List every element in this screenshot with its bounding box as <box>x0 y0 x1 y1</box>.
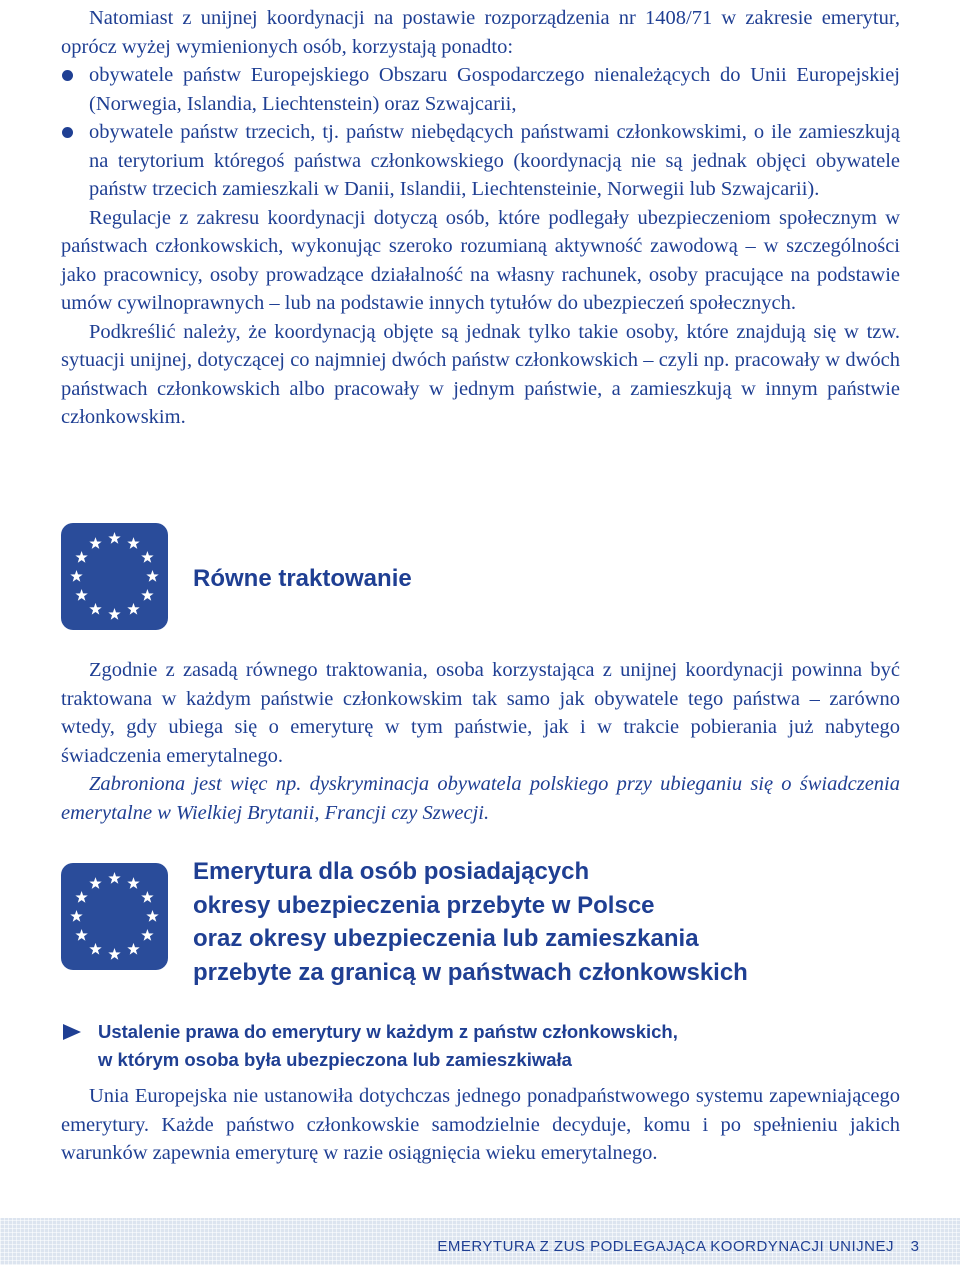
star-icon <box>127 603 139 615</box>
star-icon <box>75 929 87 941</box>
star-icon <box>89 877 101 889</box>
star-icon <box>141 589 153 601</box>
eu-flag-icon <box>61 523 168 630</box>
star-icon <box>75 589 87 601</box>
star-icon <box>127 877 139 889</box>
star-icon <box>70 910 82 922</box>
list-item: obywatele państw trzecich, tj. państw niebędących państwami członkowskimi, o ile zamieszkują na terytorium któregoś państwa członkowskiego (koordynacją nie są jednak objęci obywatele państw trzecich zamieszkali w Danii, Islandii, Liechtensteinie, Norwegii lub Szwajcarii). <box>61 118 900 204</box>
intro-section <box>61 4 900 432</box>
subheading-line: Ustalenie prawa do emerytury w każdym z państw członkowskich, <box>98 1021 678 1042</box>
star-icon <box>141 891 153 903</box>
star-icon <box>108 532 120 544</box>
list-item: obywatele państw Europejskiego Obszaru Gospodarczego nienależących do Unii Europejskiej (Norwegia, Islandia, Liechtenstein) oraz Szwajcarii, <box>61 61 900 118</box>
page-footer <box>0 1218 960 1265</box>
star-icon <box>141 551 153 563</box>
star-icon <box>75 891 87 903</box>
star-icon <box>127 943 139 955</box>
subheading-line: w którym osoba była ubezpieczona lub zamieszkiwała <box>98 1049 572 1070</box>
body-paragraph: Regulacje z zakresu koordynacji dotyczą osób, które podlegały ubezpieczeniom społecznym w państwach członkowskich, wykonując szeroko rozumianą aktywność zawodową – w szczególności jako pracownicy, osoby prowadzące działalność na własny rachunek, osoby pracujące na podstawie umów cywilnoprawnych – lub na podstawie innych tytułów do ubezpieczeń społecznych. <box>61 206 900 314</box>
body-paragraph: Unia Europejska nie ustanowiła dotychczas jednego ponadpaństwowego systemu zapewniającego emerytury. Każde państwo członkowskie samodzielnie decyduje, komu i po spełnieniu jakich warunków zapewnia emeryturę w razie osiągnięcia wieku emerytalnego. <box>61 1085 900 1164</box>
body-paragraph: Podkreślić należy, że koordynacją objęte są jednak tylko takie osoby, które znajdują się w tzw. sytuacji unijnej, dotyczącej co najmniej dwóch państw członkowskich – czyli np. pracowały w dwóch państwach członkowskich albo pracowały w jednym państwie, a zamieszkują w innym państwie członkowskim. <box>61 320 900 428</box>
heading-line: okresy ubezpieczenia przebyte w Polsce <box>193 891 655 919</box>
body-paragraph: Zgodnie z zasadą równego traktowania, osoba korzystająca z unijnej koordynacji powinna być traktowana w każdym państwie członkowskim tak samo jak obywatele tego państwa – zarówno wtedy, gdy ubiega się o emeryturę w tym państwie, jak i w trakcie pobierania już nabytego świadczenia emerytalnego. <box>61 659 900 767</box>
star-icon <box>108 948 120 960</box>
star-icon <box>127 537 139 549</box>
star-icon <box>108 608 120 620</box>
eu-flag-icon <box>61 863 168 970</box>
star-icon <box>89 537 101 549</box>
star-icon <box>75 551 87 563</box>
heading-line: przebyte za granicą w państwach członkowskich <box>193 958 748 986</box>
section-heading: Równe traktowanie <box>193 565 412 592</box>
intro-paragraph: Natomiast z unijnej koordynacji na postawie rozporządzenia nr 1408/71 w zakresie emerytur, oprócz wyżej wymienionych osób, korzystają ponadto: <box>61 7 900 58</box>
heading-line: Emerytura dla osób posiadających <box>193 858 590 885</box>
heading-line: oraz okresy ubezpieczenia lub zamieszkania <box>193 925 699 952</box>
section-body <box>61 656 900 827</box>
star-icon <box>70 570 82 582</box>
star-icon <box>141 929 153 941</box>
star-icon <box>89 943 101 955</box>
section-body <box>61 1082 900 1168</box>
bullet-list <box>61 61 900 204</box>
star-icon <box>146 570 158 582</box>
page-number: 3 <box>910 1238 919 1255</box>
triangle-arrow-icon <box>63 1024 81 1040</box>
star-icon <box>108 872 120 884</box>
star-icon <box>146 910 158 922</box>
subheading <box>61 1018 678 1074</box>
star-icon <box>89 603 101 615</box>
section-heading <box>193 855 748 989</box>
body-paragraph: Zabroniona jest więc np. dyskryminacja obywatela polskiego przy ubieganiu się o świadczenia emerytalne w Wielkiej Brytanii, Francji czy Szwecji. <box>61 773 900 824</box>
footer-title: EMERYTURA Z ZUS PODLEGAJĄCA KOORDYNACJI UNIJNEJ <box>437 1238 894 1255</box>
